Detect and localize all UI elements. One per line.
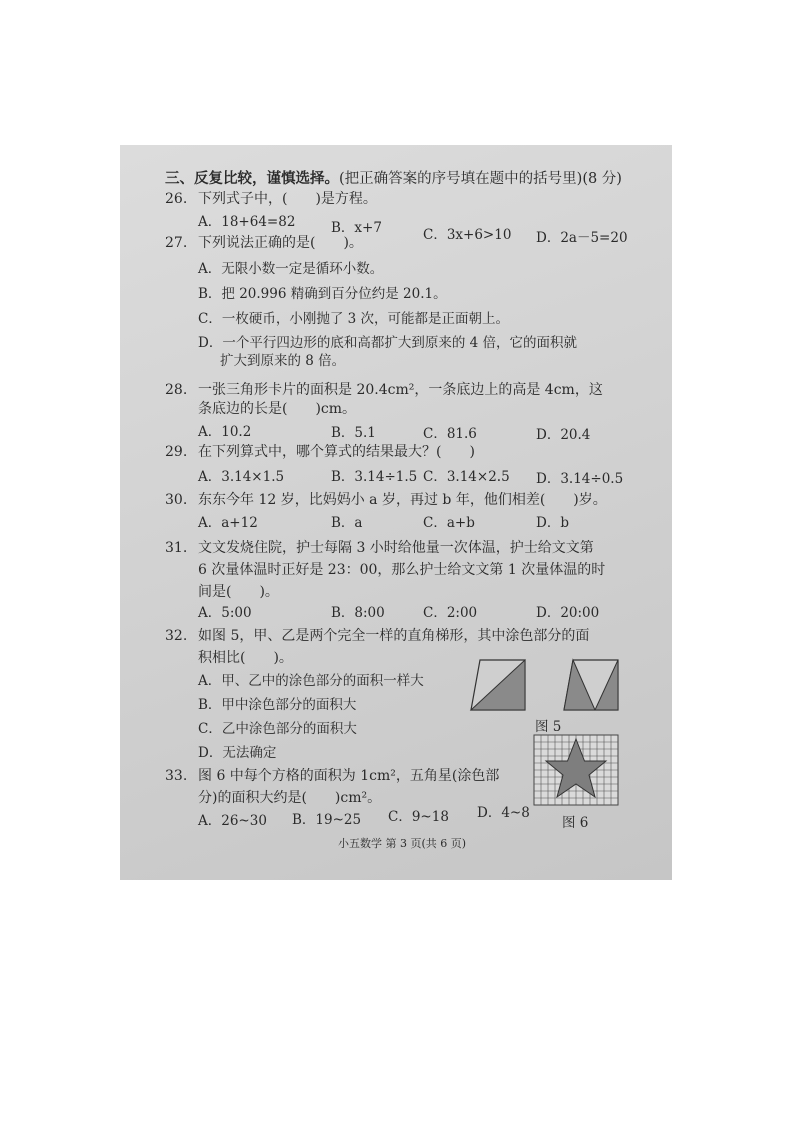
option-c: C．3.14×2.5 [423,469,510,485]
figure-6-caption: 图 6 [562,815,589,831]
section-title: 三、反复比较，谨慎选择。 [165,170,339,187]
option-a: A．无限小数一定是循环小数。 [198,261,384,277]
section-instruction: (把正确答案的序号填在题中的括号里)(8 分) [339,171,622,187]
figure-5 [470,659,620,711]
question-text: 下列说法正确的是( )。 [198,235,363,251]
option-c: C．2:00 [423,605,478,621]
question-number: 32. [165,628,188,644]
option-c: C．一枚硬币，小刚抛了 3 次，可能都是正面朝上。 [198,311,510,327]
question-number: 27. [165,235,188,251]
question-text: 东东今年 12 岁，比妈妈小 a 岁，再过 b 年，他们相差( )岁。 [198,492,607,508]
option-c: C．乙中涂色部分的面积大 [198,721,357,737]
question-text: 如图 5，甲、乙是两个完全一样的直角梯形，其中涂色部分的面 [198,628,590,644]
option-d: D．一个平行四边形的底和高都扩大到原来的 4 倍，它的面积就 [198,335,577,351]
figure-6 [534,735,618,805]
option-d-continued: 扩大到原来的 8 倍。 [220,353,346,369]
page-footer: 小五数学 第 3 页(共 6 页) [338,837,467,850]
option-b: B．x+7 [331,220,382,236]
trapezoid-jia [471,660,525,710]
option-b: B．甲中涂色部分的面积大 [198,697,357,713]
option-d: D．4~8 [477,805,530,821]
question-number: 30. [165,492,188,508]
option-d: D．无法确定 [198,745,277,761]
question-number: 26. [165,191,188,207]
option-b: B．把 20.996 精确到百分位约是 20.1。 [198,286,447,302]
section-header [165,169,622,189]
question-text-line-3: 间是( )。 [198,584,279,600]
option-d: D．20:00 [536,605,600,621]
trapezoid-yi [564,660,618,710]
question-number: 33. [165,768,188,784]
question-text: 在下列算式中，哪个算式的结果最大？( ) [198,444,475,460]
option-c: C．81.6 [423,426,477,442]
question-text-line-2: 积相比( )。 [198,650,293,666]
question-number: 28. [165,382,188,398]
option-a: A．a+12 [198,515,258,531]
question-text-line-2: 6 次量体温时正好是 23：00，那么护士给文文第 1 次量体温的时 [198,562,606,578]
option-b: B．a [331,515,363,531]
option-d: D．2a－5=20 [536,230,628,246]
option-a: A．18+64=82 [198,214,296,230]
question-text: 文文发烧住院，护士每隔 3 小时给他量一次体温，护士给文文第 [198,540,594,556]
option-a: A．26~30 [198,813,267,829]
question-number: 29. [165,444,188,460]
option-d: D．20.4 [536,427,591,443]
question-text: 一张三角形卡片的面积是 20.4cm²，一条底边上的高是 4cm，这 [198,382,603,398]
question-text-line-2: 分)的面积大约是( )cm²。 [198,790,382,806]
option-b: B．5.1 [331,425,376,441]
option-b: B．3.14÷1.5 [331,469,418,485]
option-d: D．b [536,515,569,531]
option-a: A．10.2 [198,424,252,440]
question-text: 下列式子中，( )是方程。 [198,191,377,207]
option-b: B．19~25 [292,812,362,828]
question-text: 图 6 中每个方格的面积为 1cm²，五角星(涂色部 [198,768,500,784]
option-c: C．3x+6>10 [423,227,512,243]
question-text-line-2: 条底边的长是( )cm。 [198,401,357,417]
option-a: A．5:00 [198,605,252,621]
option-a: A．3.14×1.5 [198,469,285,485]
exam-page-photo [120,145,672,880]
option-c: C．9~18 [388,809,449,825]
option-c: C．a+b [423,515,475,531]
option-b: B．8:00 [331,605,385,621]
question-number: 31. [165,540,188,556]
figure-5-caption: 图 5 [535,719,562,735]
option-d: D．3.14÷0.5 [536,471,624,487]
option-a: A．甲、乙中的涂色部分的面积一样大 [198,673,424,689]
